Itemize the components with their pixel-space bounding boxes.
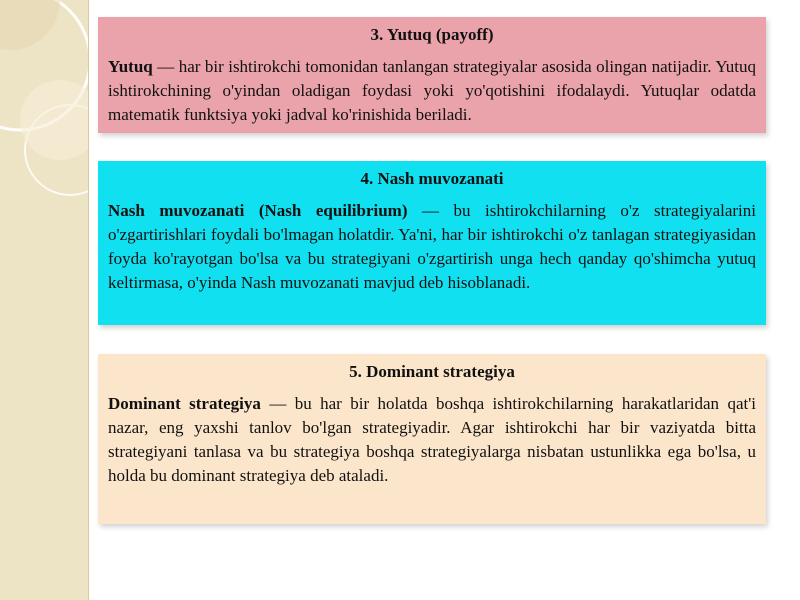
payoff-term: Yutuq [108, 57, 153, 76]
payoff-text: — har bir ishtirokchi tomonidan tanlangan strategiyalar asosida olingan natijadir. Yutuq ishtirokchining o'yindan oladigan foydasi yoki yo'qotishini ifodalaydi. Yutuqlar odatda matematik funktsiya yoki jadval ko'rinishida beriladi. [108, 57, 756, 124]
dominant-title: 5. Dominant strategiya [349, 362, 515, 381]
nash-title: 4. Nash muvozanati [360, 169, 504, 188]
decorative-sidebar [0, 0, 89, 600]
nash-text: — bu ishtirokchilarning o'z strategiyalarini o'zgartirishlari foydali bo'lmagan holatdir. Ya'ni, har bir ishtirokchi o'z tanlagan strategiyasidan foyda ko'rayotgan bo'lsa va bu strategiyani o'zgartirish unga hech qanday qo'shimcha yutuq keltirmasa, o'yinda Nash muvozanati mavjud deb hisoblanadi. [108, 201, 756, 292]
dominant-term: Dominant strategiya [108, 394, 261, 413]
dominant-card [98, 354, 766, 524]
circles-decoration-icon [0, 0, 88, 600]
nash-term: Nash muvozanati (Nash equilibrium) [108, 201, 408, 220]
payoff-paragraph [108, 55, 756, 127]
dominant-text: — bu har bir holatda boshqa ishtirokchilarning harakatlaridan qat'i nazar, eng yaxshi tanlov bo'lgan strategiyadir. Agar ishtirokchi har bir vaziyatda bitta strategiyani tanlasa va bu strategiya boshqa strategiyalarga nisbatan ustunlikka ega bo'lsa, u holda bu dominant strategiya deb ataladi. [108, 394, 757, 485]
payoff-card [98, 17, 766, 133]
nash-paragraph [108, 199, 756, 295]
dominant-paragraph [108, 392, 756, 488]
payoff-title: 3. Yutuq (payoff) [370, 25, 494, 44]
nash-card [98, 161, 766, 325]
